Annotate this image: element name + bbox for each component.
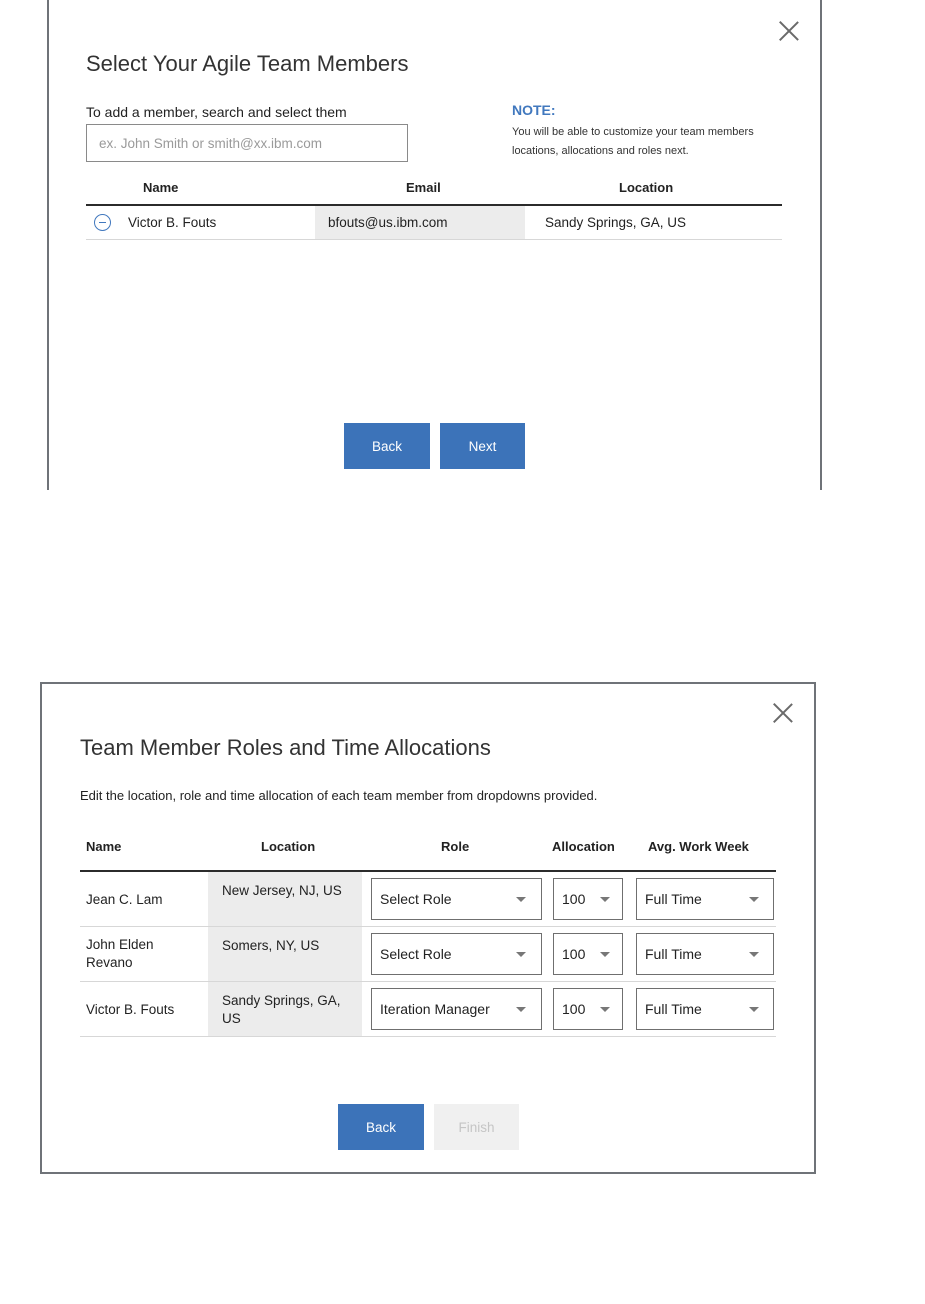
member-email: bfouts@us.ibm.com bbox=[315, 206, 525, 239]
role-select[interactable] bbox=[371, 933, 542, 975]
chevron-down-icon bbox=[516, 1007, 526, 1012]
note-text: You will be able to customize your team members locations, allocations and roles next. bbox=[512, 126, 754, 157]
dialog-description: Edit the location, role and time allocation of each team member from dropdowns provided. bbox=[80, 788, 598, 803]
member-search-input[interactable] bbox=[86, 124, 408, 162]
role-select[interactable] bbox=[371, 878, 542, 920]
member-location: Sandy Springs, GA, US bbox=[545, 215, 687, 230]
member-location: Somers, NY, US bbox=[208, 927, 362, 981]
allocation-select[interactable] bbox=[553, 878, 623, 920]
column-header-location: Location bbox=[619, 180, 674, 195]
column-header-location: Location bbox=[261, 839, 316, 854]
role-value: Select Role bbox=[380, 891, 452, 907]
table-row bbox=[80, 927, 776, 982]
chevron-down-icon bbox=[516, 952, 526, 957]
column-header-name: Name bbox=[143, 180, 179, 195]
table-row bbox=[80, 872, 776, 927]
column-header-role: Role bbox=[441, 839, 470, 854]
select-members-dialog bbox=[47, 0, 822, 490]
table-row bbox=[86, 206, 782, 240]
member-location: Sandy Springs, GA, US bbox=[208, 982, 362, 1036]
table-row bbox=[80, 982, 776, 1037]
back-button[interactable]: Back bbox=[338, 1104, 424, 1150]
dialog-title: Team Member Roles and Time Allocations bbox=[80, 735, 491, 760]
allocation-select[interactable] bbox=[553, 933, 623, 975]
allocation-value: 100 bbox=[562, 1001, 586, 1017]
member-location: New Jersey, NJ, US bbox=[208, 872, 362, 926]
role-select[interactable] bbox=[371, 988, 542, 1030]
role-value: Select Role bbox=[380, 946, 452, 962]
remove-member-icon[interactable] bbox=[94, 214, 111, 231]
close-icon[interactable] bbox=[778, 20, 800, 42]
search-label: To add a member, search and select them bbox=[86, 104, 347, 120]
dialog-title: Select Your Agile Team Members bbox=[86, 51, 409, 76]
column-header-allocation: Allocation bbox=[552, 839, 615, 854]
chevron-down-icon bbox=[749, 1007, 759, 1012]
work-week-select[interactable] bbox=[636, 878, 774, 920]
role-value: Iteration Manager bbox=[380, 1001, 490, 1017]
member-name: Jean C. Lam bbox=[86, 892, 163, 907]
chevron-down-icon bbox=[600, 952, 610, 957]
chevron-down-icon bbox=[516, 897, 526, 902]
allocation-value: 100 bbox=[562, 891, 586, 907]
close-icon[interactable] bbox=[772, 702, 794, 724]
chevron-down-icon bbox=[749, 897, 759, 902]
work-week-value: Full Time bbox=[645, 946, 702, 962]
work-week-value: Full Time bbox=[645, 1001, 702, 1017]
column-header-email: Email bbox=[406, 180, 441, 195]
note-title: NOTE: bbox=[512, 102, 556, 118]
work-week-select[interactable] bbox=[636, 988, 774, 1030]
member-name: Victor B. Fouts bbox=[86, 1002, 175, 1017]
member-name: Victor B. Fouts bbox=[128, 215, 217, 230]
allocation-select[interactable] bbox=[553, 988, 623, 1030]
chevron-down-icon bbox=[749, 952, 759, 957]
roles-allocations-dialog bbox=[40, 682, 816, 1174]
chevron-down-icon bbox=[600, 1007, 610, 1012]
back-button[interactable]: Back bbox=[344, 423, 430, 469]
next-button[interactable]: Next bbox=[440, 423, 525, 469]
chevron-down-icon bbox=[600, 897, 610, 902]
work-week-select[interactable] bbox=[636, 933, 774, 975]
work-week-value: Full Time bbox=[645, 891, 702, 907]
allocation-value: 100 bbox=[562, 946, 586, 962]
member-name: John Elden Revano bbox=[86, 937, 154, 970]
column-header-name: Name bbox=[86, 839, 122, 854]
finish-button[interactable]: Finish bbox=[434, 1104, 519, 1150]
column-header-work-week: Avg. Work Week bbox=[648, 839, 749, 854]
